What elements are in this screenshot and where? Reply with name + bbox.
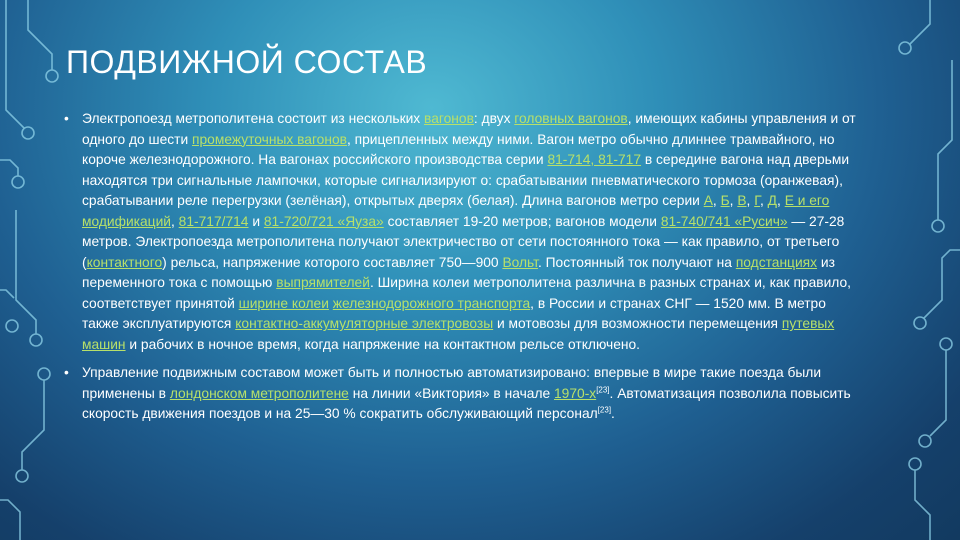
footnote-ref[interactable]: [23]	[596, 384, 610, 394]
wiki-link[interactable]: 1970-х	[554, 385, 597, 401]
text-run: составляет 19-20 метров; вагонов модели	[383, 213, 661, 229]
slide-title: ПОДВИЖНОЙ СОСТАВ	[66, 44, 428, 80]
wiki-link[interactable]: 81-740/741 «Русич»	[660, 213, 788, 229]
wiki-link[interactable]: А	[703, 193, 713, 208]
paragraph-text	[82, 365, 851, 421]
text-run: .	[611, 406, 615, 421]
wiki-link[interactable]: подстанциях	[735, 254, 818, 270]
wiki-link[interactable]: Е и его модификаций	[82, 193, 830, 229]
text-run: . Постоянный ток получают на	[537, 254, 736, 270]
text-run: . Автоматизация позволила повысить скорость движения поездов и на 25—30 % сократить обслуживающий персонал	[82, 385, 851, 421]
wiki-link[interactable]: контактного	[86, 254, 163, 270]
text-run: и мотовозы для возможности перемещения	[493, 316, 782, 331]
text-run: ,	[777, 193, 785, 208]
wiki-link[interactable]: ширине колеи	[238, 295, 329, 311]
wiki-link[interactable]: 81-714, 81-717	[547, 152, 642, 167]
text-run: из переменного тока с помощью	[82, 254, 835, 290]
paragraph-text	[82, 111, 856, 352]
text-run: , в России и странах СНГ — 1520 мм. В метро также эксплуатируются	[82, 295, 826, 331]
text-run: ,	[759, 193, 768, 208]
footnote-ref[interactable]: [23]	[597, 405, 612, 415]
text-run: ,	[171, 213, 179, 229]
wiki-link[interactable]: Вольт	[502, 254, 538, 270]
wiki-link[interactable]: выпрямителей	[276, 275, 370, 290]
text-run: : двух	[473, 111, 515, 126]
wiki-link[interactable]: контактно-аккумуляторные электровозы	[235, 316, 494, 331]
text-run: , прицепленных между ними. Вагон метро обычно длиннее трамвайного, но короче железнодорожного. На вагонах российского производства серии	[82, 131, 835, 167]
wiki-link[interactable]: вагонов	[424, 111, 474, 126]
text-run: ) рельса, напряжение которого составляет 750—900	[162, 254, 503, 270]
text-run: — 27-28 метров. Электропоезда метрополитена получают электричество от сети постоянного тока — как правило, от третьего (	[82, 213, 845, 270]
wiki-link[interactable]: 81-717/714	[178, 213, 249, 229]
text-run: ,	[746, 193, 755, 208]
text-run: Управление подвижным составом может быть и полностью автоматизировано: впервые в мире такие поезда были применены в	[82, 365, 822, 401]
text-run: . Ширина колеи метрополитена различна в разных странах и, как правило, соответствует принятой	[82, 275, 852, 311]
text-run: в середине вагона над дверьми находятся три сигнальные лампочки, которые сигнализируют о: срабатывании пневматического тормоза (оранжевая), срабатывании реле перегрузки (зелёная), открытых дверях (белая). Длина вагонов метро серии	[82, 152, 850, 208]
bullet-paragraph-2	[64, 363, 864, 425]
wiki-link[interactable]: промежуточных вагонов	[192, 131, 347, 147]
bullet-marker: •	[64, 111, 69, 126]
bullet-paragraph-1	[64, 109, 864, 355]
text-run: ,	[729, 193, 738, 208]
wiki-link[interactable]: Д	[767, 193, 778, 208]
text-run: , имеющих кабины управления и от одного до шести	[82, 111, 856, 147]
wiki-link[interactable]: 81-720/721 «Яуза»	[263, 213, 384, 229]
wiki-link[interactable]: Г	[754, 193, 760, 208]
text-run: на линии «Виктория» в начале	[348, 385, 554, 401]
wiki-link[interactable]: Б	[720, 193, 730, 208]
text-run: Электропоезд метрополитена состоит из нескольких	[82, 111, 425, 126]
slide-body	[64, 109, 864, 425]
wiki-link[interactable]: В	[737, 193, 747, 208]
text-run: и рабочих в ночное время, когда напряжение на контактном рельсе отключено.	[125, 336, 641, 352]
text-run: и	[248, 213, 264, 229]
wiki-link[interactable]: путевых машин	[82, 316, 835, 352]
wiki-link[interactable]: железнодорожного транспорта	[332, 295, 531, 311]
wiki-link[interactable]: головных вагонов	[514, 111, 628, 126]
wiki-link[interactable]: лондонском метрополитене	[169, 385, 349, 401]
text-run: ,	[712, 193, 721, 208]
bullet-marker: •	[64, 365, 69, 380]
